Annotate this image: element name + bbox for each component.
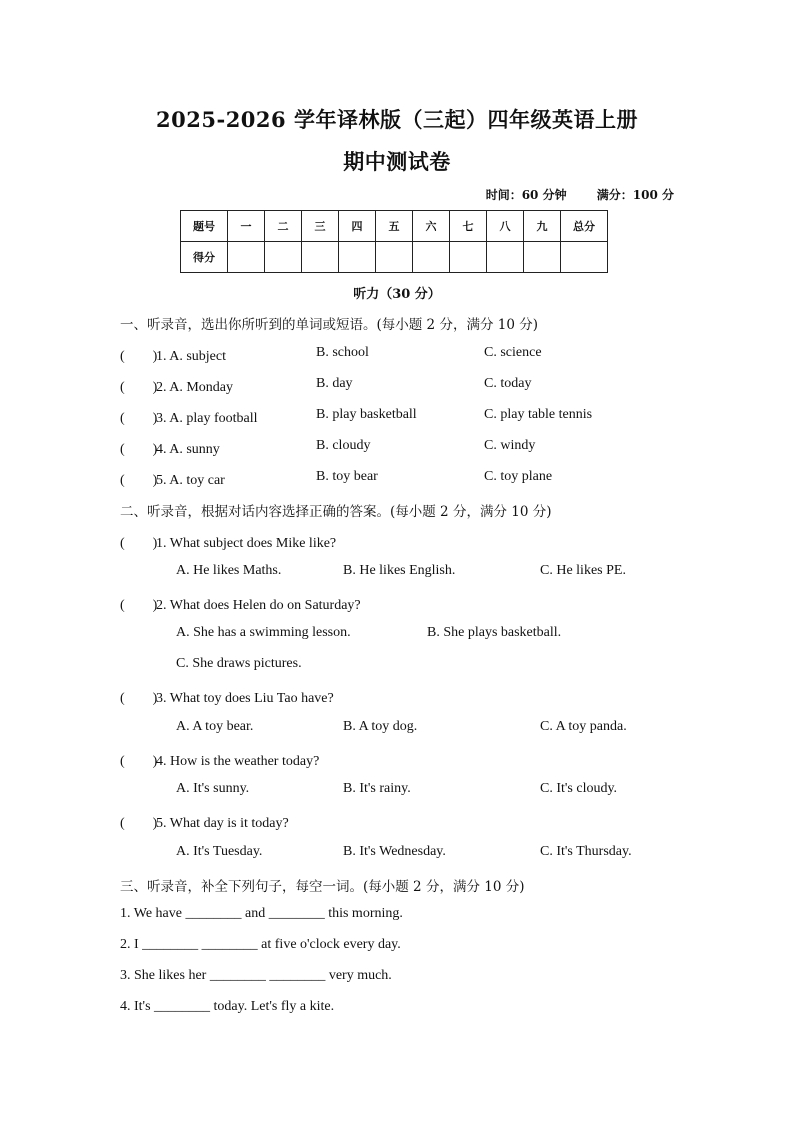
part2-question-5: ( )5. What day is it today? — [120, 812, 289, 832]
option-b: B. He likes English. — [343, 563, 456, 578]
part3-heading: 三、听录音，补全下列句子，每空一词。(每小题 2 分，满分 10 分) — [120, 879, 525, 895]
option-c: C. today — [484, 376, 532, 391]
header-cell: 总分 — [561, 211, 608, 242]
option-b: B. A toy dog. — [343, 719, 418, 734]
option-b: B. day — [316, 376, 353, 391]
part1-item-3: ( )3. A. play football — [120, 407, 258, 427]
score-table-header-row — [181, 211, 608, 242]
answer-paren[interactable]: ( ) — [120, 536, 158, 551]
part2-question-3: ( )3. What toy does Liu Tao have? — [120, 687, 334, 707]
time-limit: 时间：60 分钟 — [485, 188, 567, 202]
score-cell[interactable] — [265, 242, 302, 273]
part2-question-1: ( )1. What subject does Mike like? — [120, 532, 336, 552]
part3-sentence-2[interactable]: 2. I ________ ________ at five o'clock every day. — [120, 937, 401, 952]
option-b: B. toy bear — [316, 469, 378, 484]
option-c: C. She draws pictures. — [176, 656, 302, 671]
score-cell[interactable] — [228, 242, 265, 273]
option-a: A. A toy bear. — [176, 719, 254, 734]
answer-paren[interactable]: ( ) — [120, 380, 158, 395]
option-b: B. She plays basketball. — [427, 625, 562, 640]
option-a: A. It's Tuesday. — [176, 844, 263, 859]
header-cell: 五 — [376, 211, 413, 242]
exam-title-line1: 2025-2026 学年译林版（三起）四年级英语上册 — [156, 107, 638, 132]
header-cell: 六 — [413, 211, 450, 242]
score-table — [180, 210, 608, 273]
header-cell: 二 — [265, 211, 302, 242]
part2-heading: 二、听录音，根据对话内容选择正确的答案。(每小题 2 分，满分 10 分) — [120, 504, 552, 520]
score-cell[interactable] — [413, 242, 450, 273]
header-cell: 三 — [302, 211, 339, 242]
part3-sentence-3[interactable]: 3. She likes her ________ ________ very much. — [120, 968, 392, 983]
option-b: B. play basketball — [316, 407, 417, 422]
part3-sentence-4[interactable]: 4. It's ________ today. Let's fly a kite. — [120, 999, 335, 1014]
answer-paren[interactable]: ( ) — [120, 442, 158, 457]
answer-paren[interactable]: ( ) — [120, 754, 158, 769]
header-cell: 九 — [524, 211, 561, 242]
part1-heading: 一、听录音，选出你所听到的单词或短语。(每小题 2 分，满分 10 分) — [120, 317, 538, 333]
answer-paren[interactable]: ( ) — [120, 349, 158, 364]
part1-item-2: ( )2. A. Monday — [120, 376, 233, 396]
option-c: C. It's cloudy. — [540, 781, 618, 796]
header-cell: 四 — [339, 211, 376, 242]
option-b: B. school — [316, 345, 369, 360]
part3-sentence-1[interactable]: 1. We have ________ and ________ this morning. — [120, 906, 403, 921]
part1-item-5: ( )5. A. toy car — [120, 469, 225, 489]
option-b: B. It's Wednesday. — [343, 844, 446, 859]
part1-item-4: ( )4. A. sunny — [120, 438, 220, 458]
answer-paren[interactable]: ( ) — [120, 598, 158, 613]
option-a: A. She has a swimming lesson. — [176, 625, 351, 640]
option-b: B. cloudy — [316, 438, 371, 453]
option-c: C. He likes PE. — [540, 563, 626, 578]
option-a: A. It's sunny. — [176, 781, 250, 796]
option-a: A. He likes Maths. — [176, 563, 282, 578]
exam-meta — [460, 186, 674, 203]
score-cell[interactable] — [302, 242, 339, 273]
option-c: C. science — [484, 345, 542, 360]
option-c: C. play table tennis — [484, 407, 593, 422]
full-score: 满分：100 分 — [596, 188, 674, 202]
header-cell: 七 — [450, 211, 487, 242]
part1-item-1: ( )1. A. subject — [120, 345, 226, 365]
option-c: C. It's Thursday. — [540, 844, 632, 859]
answer-paren[interactable]: ( ) — [120, 816, 158, 831]
option-c: C. windy — [484, 438, 536, 453]
part2-question-2: ( )2. What does Helen do on Saturday? — [120, 594, 361, 614]
score-cell[interactable] — [487, 242, 524, 273]
option-c: C. toy plane — [484, 469, 553, 484]
score-cell[interactable] — [561, 242, 608, 273]
part2-question-4: ( )4. How is the weather today? — [120, 750, 319, 770]
answer-paren[interactable]: ( ) — [120, 473, 158, 488]
exam-title-line2: 期中测试卷 — [343, 149, 451, 174]
header-cell: 八 — [487, 211, 524, 242]
option-b: B. It's rainy. — [343, 781, 411, 796]
option-c: C. A toy panda. — [540, 719, 627, 734]
row-label: 得分 — [181, 242, 228, 273]
answer-paren[interactable]: ( ) — [120, 691, 158, 706]
header-cell: 一 — [228, 211, 265, 242]
score-cell[interactable] — [339, 242, 376, 273]
score-cell[interactable] — [450, 242, 487, 273]
answer-paren[interactable]: ( ) — [120, 411, 158, 426]
listening-section-header: 听力（30 分） — [353, 287, 441, 302]
score-cell[interactable] — [524, 242, 561, 273]
header-cell: 题号 — [181, 211, 228, 242]
score-cell[interactable] — [376, 242, 413, 273]
score-table-score-row — [181, 242, 608, 273]
